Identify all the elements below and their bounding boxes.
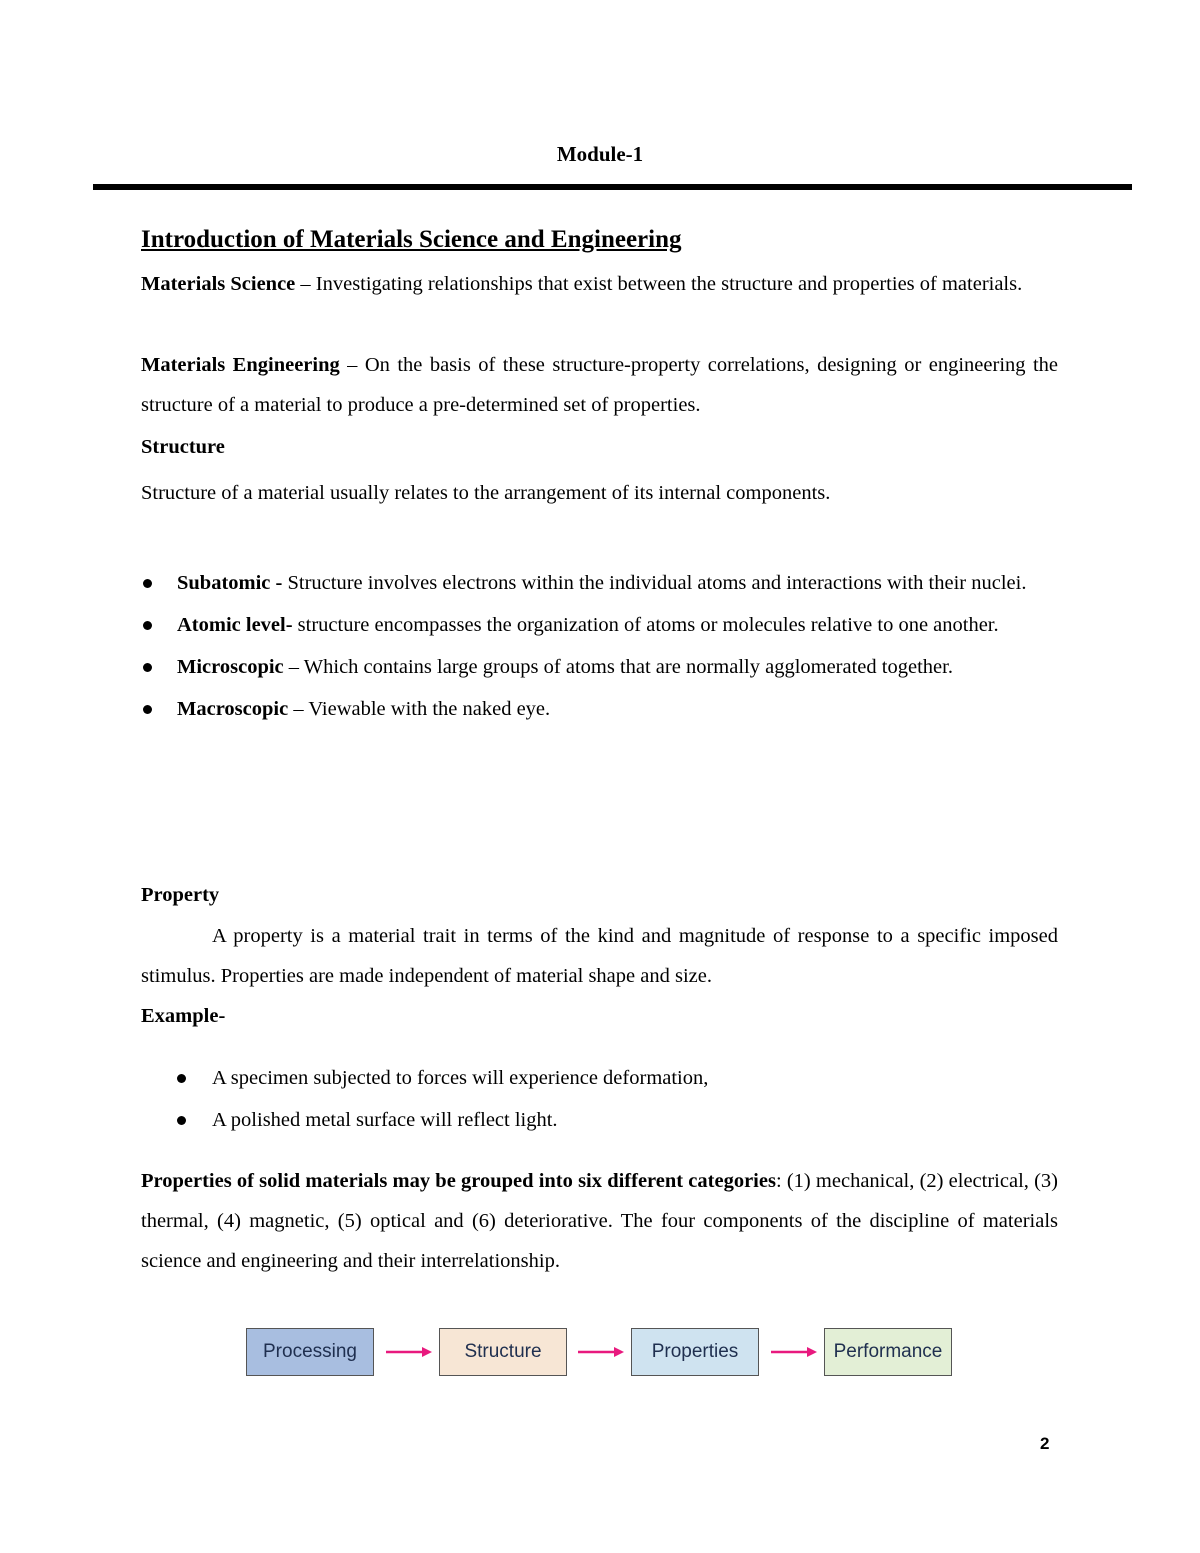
structure-text: Structure of a material usually relates to the arrangement of its internal components.	[141, 482, 831, 504]
bullet-icon	[143, 579, 152, 588]
level-desc: structure encompasses the organization of atoms or molecules relative to one another.	[292, 614, 999, 636]
materials-engineering-definition: – On the basis of these structure-property correlations, designing or engineering the structure of a material to produce a pre-determined set of properties.	[141, 354, 1058, 416]
example-heading: Example-	[141, 1005, 226, 1027]
example-list	[175, 1058, 1055, 1142]
level-term: Atomic level-	[177, 614, 293, 636]
level-term: Subatomic -	[177, 572, 283, 594]
level-desc: – Which contains large groups of atoms that are normally agglomerated together.	[283, 656, 953, 678]
property-heading: Property	[141, 884, 220, 906]
materials-science-paragraph	[141, 264, 1058, 304]
list-item	[175, 1100, 1055, 1140]
example-text: A specimen subjected to forces will experience deformation,	[212, 1067, 709, 1089]
structure-levels-list	[141, 563, 1058, 731]
flow-box-properties: Properties	[631, 1328, 759, 1376]
flow-box-performance: Performance	[824, 1328, 952, 1376]
list-item	[175, 1058, 1055, 1098]
page-number: 2	[1040, 1434, 1050, 1453]
categories-text: : (1) mechanical, (2) electrical, (3) thermal, (4) magnetic, (5) optical and (6) deteriorative. The four components of the discipline of materials science and engineering and their interrelationship.	[141, 1170, 1058, 1272]
example-text: A polished metal surface will reflect light.	[212, 1109, 558, 1131]
materials-science-definition: – Investigating relationships that exist between the structure and properties of materials.	[295, 273, 1023, 295]
level-desc: – Viewable with the naked eye.	[288, 698, 551, 720]
property-text: A property is a material trait in terms of the kind and magnitude of response to a specific imposed stimulus. Properties are made independent of material shape and size.	[141, 925, 1058, 987]
bullet-icon	[177, 1074, 186, 1083]
list-item	[141, 689, 1058, 729]
bullet-icon	[143, 663, 152, 672]
flow-box-processing: Processing	[246, 1328, 374, 1376]
materials-engineering-term: Materials Engineering	[141, 354, 340, 376]
categories-lead: Properties of solid materials may be grouped into six different categories	[141, 1170, 776, 1192]
categories-paragraph	[141, 1161, 1058, 1281]
bullet-icon	[143, 621, 152, 630]
bullet-icon	[177, 1116, 186, 1125]
materials-engineering-paragraph	[141, 345, 1058, 425]
flow-box-structure: Structure	[439, 1328, 567, 1376]
module-title: Module-1	[556, 142, 644, 166]
flow-arrow-icon	[769, 1340, 819, 1364]
section-title: Introduction of Materials Science and Engineering	[141, 226, 682, 253]
flow-arrow-icon	[384, 1340, 434, 1364]
list-item	[141, 563, 1058, 603]
flow-arrow-icon	[576, 1340, 626, 1364]
materials-science-term: Materials Science	[141, 273, 296, 295]
level-term: Macroscopic	[177, 698, 289, 720]
bullet-icon	[143, 705, 152, 714]
structure-heading: Structure	[141, 436, 225, 458]
level-desc: Structure involves electrons within the individual atoms and interactions with their nuclei.	[282, 572, 1027, 594]
header-rule	[93, 184, 1132, 190]
list-item	[141, 605, 1058, 645]
list-item	[141, 647, 1058, 687]
level-term: Microscopic	[177, 656, 284, 678]
